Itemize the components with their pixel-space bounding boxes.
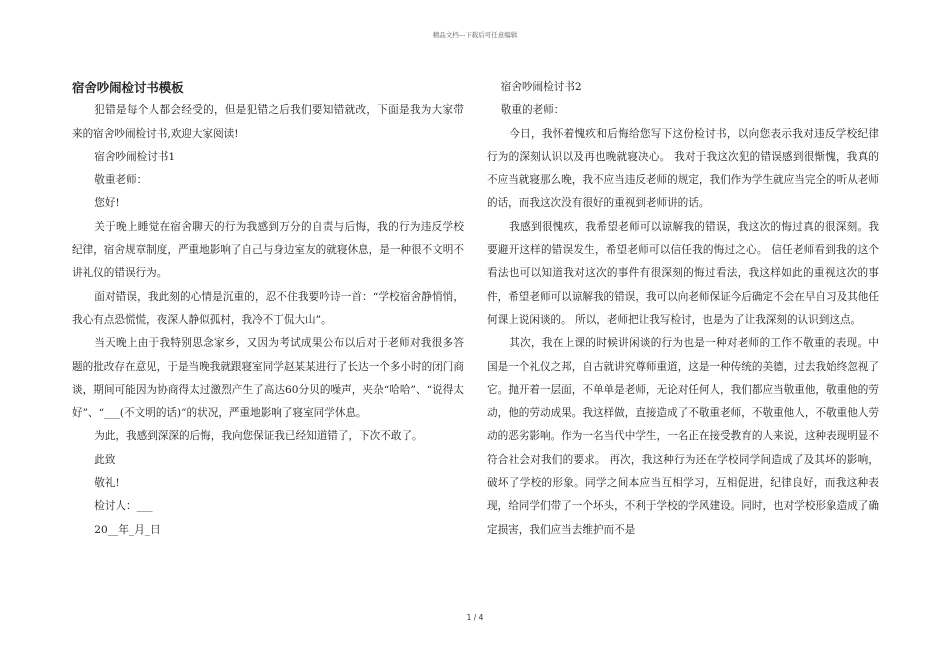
left-column bbox=[72, 76, 464, 542]
body-paragraph: 关于晚上睡觉在宿舍聊天的行为我感到万分的自责与后悔，我的行为违反学校纪律，宿舍规章制度，严重地影响了自己与身边室友的就寝休息，是一种很不文明不讲礼仪的错误行为。 bbox=[72, 220, 464, 280]
salutation: 敬重老师： bbox=[94, 174, 148, 187]
date-line: 20__年_月_日 bbox=[94, 523, 161, 536]
document-title: 宿舍吵闹检讨书模板 bbox=[72, 80, 184, 95]
body-paragraph: 其次，我在上课的时候讲闲谈的行为也是一种对老师的工作不敬重的表现。中国是一个礼仪之邦，自古就讲究尊师重道，这是一种传统的美德，过去我始终忽视了它。抛开着一层面，不单单是老师，无论对任何人，我们都应当敬重他，敬重他的劳动，他的劳动成果。我这样做，直接造成了不敬重老师，不敬重他人，不敬重他人劳动的恶劣影响。作为一名当代中学生，一名正在接受教育的人来说，这种表现明显不符合社会对我们的要求。 再次，我这种行为还在学校同学间造成了及其坏的影响，破坏了学校的形象。同学之间本应当互相学习，互相促进，纪律良好，而我这种表现，给同学们带了一个坏头，不利于学校的学风建设。同时，也对学校形象造成了确定损害，我们应当去维护而不是 bbox=[487, 337, 879, 536]
salutation: 敬重的老师： bbox=[500, 104, 565, 117]
closing-salute: 敬礼! bbox=[94, 477, 120, 490]
body-paragraph: 为此，我感到深深的后悔，我向您保证我已经知道错了，下次不敢了。 bbox=[94, 430, 423, 443]
signature-line: 检讨人：___ bbox=[94, 500, 153, 513]
body-paragraph: 面对错误，我此刻的心情是沉重的，忍不住我要吟诗一首：“学校宿舍静悄悄，我心有点恐慌慌，夜深人静似孤村，我冷不丁侃大山”。 bbox=[72, 290, 464, 326]
body-paragraph: 今日，我怀着愧疚和后悔给您写下这份检讨书，以向您表示我对违反学校纪律行为的深刻认识以及再也晚就寝决心。 我对于我这次犯的错误感到很惭愧，我真的不应当就寝那么晚，我不应当违反老师的规定，我们作为学生就应当完全的听从老师的话，而我这次没有很好的重视到老师讲的话。 bbox=[487, 127, 879, 210]
page-number: 1 / 4 bbox=[466, 613, 484, 622]
closing-phrase: 此致 bbox=[94, 453, 116, 466]
section-heading-2: 宿舍吵闹检讨书2 bbox=[500, 81, 582, 93]
body-paragraph: 我感到很愧疚，我希望老师可以谅解我的错误，我这次的悔过真的很深刻。我要避开这样的错误发生，希望老师可以信任我的悔过之心。 信任老师看到我的这个看法也可以知道我对这次的事件有很深刻的悔过看法，我这样如此的重视这次的事件，希望老师可以谅解我的错误，我可以向老师保证今后确定不会在早自习及其他任何课上说闲谈的。 所以，老师把让我写检讨，也是为了让我深刻的认识到这点。 bbox=[487, 220, 879, 326]
section-heading-1: 宿舍吵闹检讨书1 bbox=[94, 150, 176, 163]
body-paragraph: 当天晚上由于我特别思念家乡，又因为考试成果公布以后对于老师对我很多答题的批改存在意见，于是当晚我就跟寝室同学赵某某进行了长达一个多小时的闭门商谈，期间可能因为协商得太过激烈产生了高达60分贝的噪声，夹杂“哈哈”、“说得太好”、“___(不文明的话)”的状况，严重地影响了寝室同学休息。 bbox=[72, 337, 464, 420]
page-header: 精品文档---下载后可任意编辑 bbox=[432, 31, 518, 39]
intro-paragraph: 犯错是每个人都会经受的，但是犯错之后我们要知错就改，下面是我为大家带来的宿舍吵闹检讨书,欢迎大家阅读! bbox=[72, 104, 464, 140]
right-column bbox=[487, 76, 879, 542]
greeting: 您好! bbox=[94, 197, 120, 210]
